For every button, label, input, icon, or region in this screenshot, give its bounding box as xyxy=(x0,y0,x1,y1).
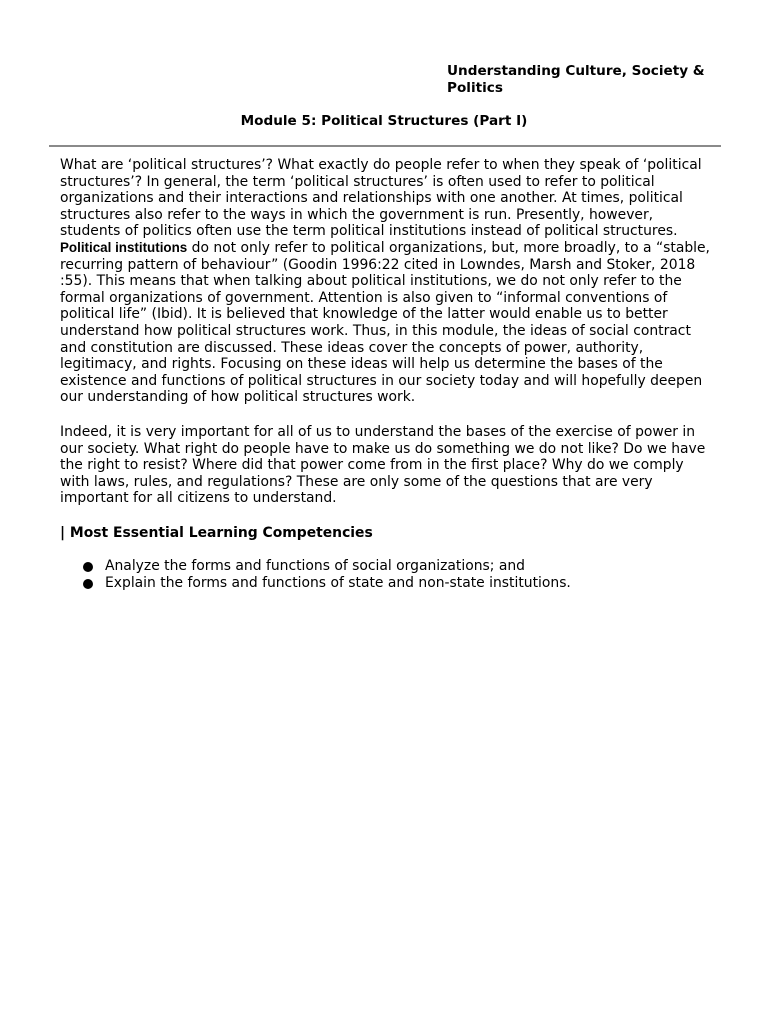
intro-paragraph-1-text-b: do not only refer to political organizations, but, more broadly, to a “stable, recurring pattern of behaviour” (Goodin 1996:22 cited in Lowndes, Marsh and Stoker, 2018 :55). This means that when talking about political institutions, we do not only refer to the formal organizations of government. Attention is also given to “informal conventions of political life” (Ibid). It is believed that knowledge of the latter would enable us to better understand how political structures work. Thus, in this module, the ideas of social contract and constitution are discussed. These ideas cover the concepts of power, authority, legitimacy, and rights. Focusing on these ideas will help us determine the bases of the existence and functions of political structures in our society today and will hopefully deepen our understanding of how political structures work. xyxy=(60,239,710,406)
political-institutions-term: Political institutions xyxy=(60,239,188,255)
intro-paragraph-1-text-a: What are ‘political structures’? What exactly do people refer to when they speak of ‘political structures’? In general, the term ‘political structures’ is often used to refer to political organizations and their interactions and relationships with one another. At times, political structures also refer to the ways in which the government is run. Presently, however, students of politics often use the term political institutions instead of political structures. xyxy=(60,157,702,240)
bullet-icon xyxy=(83,579,93,589)
list-item xyxy=(83,575,710,592)
competencies-heading: | Most Essential Learning Competencies xyxy=(60,524,373,541)
competency-text: Explain the forms and functions of state and non-state institutions. xyxy=(105,575,571,592)
module-body xyxy=(60,157,710,592)
list-item xyxy=(83,558,710,575)
header-divider xyxy=(49,145,721,147)
course-title: Understanding Culture, Society & Politics xyxy=(447,63,705,96)
module-title: Module 5: Political Structures (Part I) xyxy=(240,113,528,129)
intro-paragraph-2: Indeed, it is very important for all of us to understand the bases of the exercise of power in our society. What right do people have to make us do something we do not like? Do we have the right to resist? Where did that power come from in the first place? Why do we comply with laws, rules, and regulations? These are only some of the questions that are very important for all citizens to understand. xyxy=(60,423,706,507)
competencies-list xyxy=(60,558,710,591)
intro-paragraph-1 xyxy=(60,157,710,406)
bullet-icon xyxy=(83,562,93,572)
competency-text: Analyze the forms and functions of social organizations; and xyxy=(105,558,526,575)
